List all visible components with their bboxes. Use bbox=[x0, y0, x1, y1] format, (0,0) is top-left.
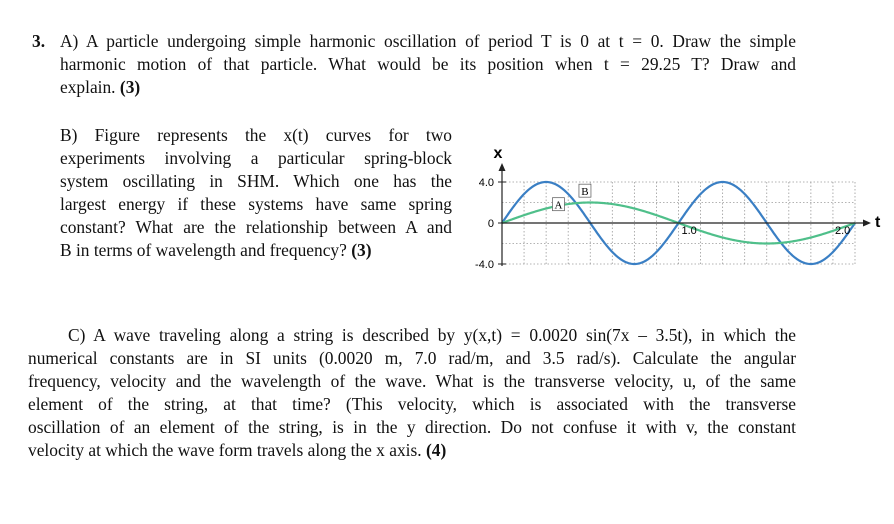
part-b-marks: (3) bbox=[351, 240, 372, 260]
shm-figure bbox=[470, 140, 890, 275]
part-c-line-3: frequency, velocity and the wavelength of the wave. What is the transverse velocity, u, of the same bbox=[28, 371, 796, 391]
curve-label-b: B bbox=[581, 186, 589, 199]
x-axis-label: t bbox=[875, 214, 881, 231]
part-b-line-6 bbox=[60, 239, 452, 262]
figure-labels bbox=[475, 145, 881, 271]
part-a-line-3-text: explain. bbox=[60, 77, 116, 97]
part-c-marks: (4) bbox=[425, 440, 447, 460]
part-b-line-3: system oscillating in SHM. Which one has the bbox=[60, 171, 452, 191]
part-b-line-6-text: B in terms of wavelength and frequency? bbox=[60, 240, 347, 260]
y-tick-label-zero: 0 bbox=[487, 218, 494, 230]
part-c-line-5: oscillation of an element of the string, is in the y direction. Do not confuse it with v, the constant bbox=[28, 417, 796, 437]
part-b-line-2: experiments involving a particular spring-block bbox=[60, 148, 452, 168]
x-tick-label-2: 2.0 bbox=[835, 225, 851, 237]
part-a-marks: (3) bbox=[119, 77, 141, 97]
y-tick-label-top: 4.0 bbox=[478, 177, 494, 189]
y-axis-label: x bbox=[493, 145, 503, 162]
x-axis-arrow bbox=[863, 220, 871, 227]
part-b-line-5: constant? What are the relationship between A and bbox=[60, 217, 452, 237]
part-c-line-6 bbox=[28, 439, 796, 462]
part-c-line-2: numerical constants are in SI units (0.0020 m, 7.0 rad/m, and 3.5 rad/s). Calculate the angular bbox=[28, 348, 796, 368]
y-axis-arrow bbox=[499, 163, 506, 171]
part-a-text bbox=[60, 30, 796, 99]
x-tick-label-1: 1.0 bbox=[681, 225, 697, 237]
part-b-line-4: largest energy if these systems have same spring bbox=[60, 194, 452, 214]
part-c-line-1: C) A wave traveling along a string is described by y(x,t) = 0.0020 sin(7x – 3.5t), in which the bbox=[68, 325, 796, 345]
part-a-line-1: A) A particle undergoing simple harmonic oscillation of period T is 0 at t = 0. Draw the simple bbox=[60, 31, 796, 51]
part-a-line-3 bbox=[60, 76, 796, 99]
y-tick-label-bottom: -4.0 bbox=[475, 259, 494, 271]
part-c-line-6-text: velocity at which the wave form travels along the x axis. bbox=[28, 440, 422, 460]
question-number: 3. bbox=[32, 31, 46, 51]
part-b-line-1: B) Figure represents the x(t) curves for two bbox=[60, 125, 452, 145]
part-c-text bbox=[28, 324, 796, 462]
curve-label-a: A bbox=[554, 199, 563, 212]
part-a-line-2: harmonic motion of that particle. What would be its position when t = 29.25 T? Draw and bbox=[60, 54, 796, 74]
part-c-line-4: element of the string, at that time? (This velocity, which is associated with the transverse bbox=[28, 394, 796, 414]
part-b-text bbox=[60, 124, 452, 262]
